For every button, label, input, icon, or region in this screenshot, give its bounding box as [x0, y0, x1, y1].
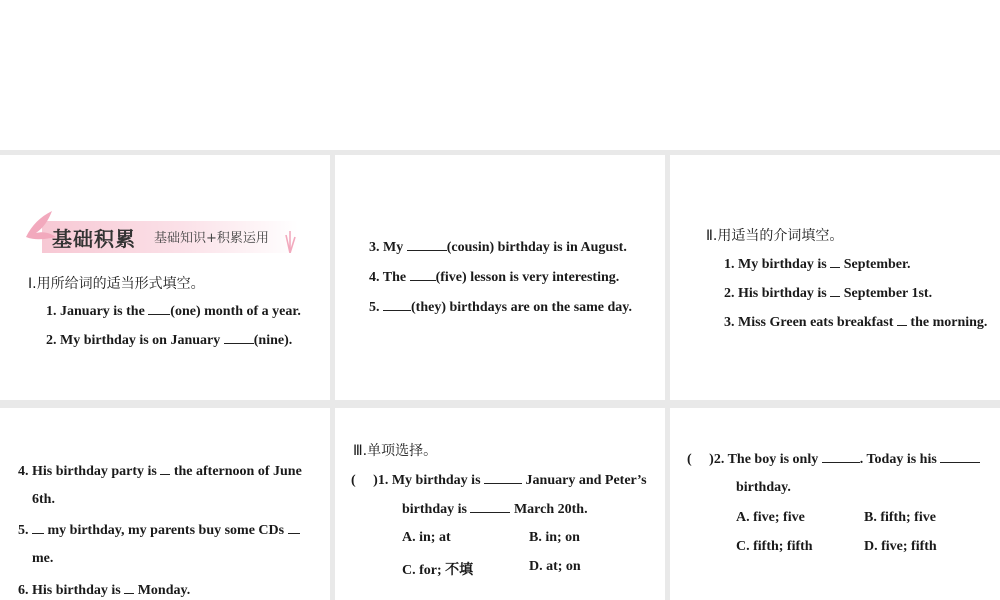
question-1-5	[369, 298, 632, 316]
option-d[interactable]: D. at; on	[529, 559, 581, 574]
panel-4	[0, 408, 330, 600]
option-b[interactable]: B. in; on	[529, 530, 580, 545]
question-text: March 20th.	[513, 502, 588, 517]
question-text: 4. His birthday party is	[18, 464, 157, 479]
option-a[interactable]: A. five; five	[736, 510, 805, 525]
hint-word: (five)	[435, 270, 467, 285]
answer-blank[interactable]	[410, 268, 436, 281]
question-text: 5.	[18, 523, 29, 538]
section-3-heading: Ⅲ.单项选择。	[353, 443, 438, 459]
answer-blank[interactable]	[407, 238, 447, 251]
question-2-3	[724, 313, 987, 331]
question-2-2	[724, 284, 932, 302]
question-2-5-cont: me.	[32, 551, 54, 566]
answer-blank[interactable]	[224, 331, 254, 344]
panel-3	[670, 155, 1000, 400]
answer-blank[interactable]	[830, 284, 840, 297]
question-number: )2.	[709, 452, 725, 467]
question-text: 3. Miss Green eats breakfast	[724, 315, 894, 330]
question-text: 4. The	[369, 270, 407, 285]
panel-2	[335, 155, 665, 400]
question-text: 2. His birthday is	[724, 286, 827, 301]
question-text: birthday is	[402, 502, 467, 517]
question-text: 3. My	[369, 240, 404, 255]
question-2-5	[18, 521, 300, 539]
question-text: 1. January is the	[46, 304, 145, 319]
answer-blank[interactable]	[148, 302, 170, 315]
option-d[interactable]: D. five; fifth	[864, 539, 937, 554]
banner-title: 基础积累	[52, 227, 136, 251]
banner-subtitle: 基础知识+积累运用	[154, 231, 269, 246]
question-text: January and Peter’s	[525, 473, 647, 488]
answer-paren[interactable]: (	[351, 473, 356, 488]
question-text: the morning.	[910, 315, 988, 330]
hint-word: (one)	[170, 304, 201, 319]
question-text: Monday.	[137, 583, 191, 598]
question-text: . Today is his	[859, 452, 937, 467]
answer-blank[interactable]	[288, 521, 300, 534]
question-text: birthday is in August.	[497, 240, 627, 255]
answer-blank[interactable]	[940, 450, 980, 463]
panel-1	[0, 155, 330, 400]
answer-blank[interactable]	[484, 471, 522, 484]
answer-blank[interactable]	[897, 313, 907, 326]
option-c[interactable]: C. fifth; fifth	[736, 539, 813, 554]
question-text: My birthday is	[391, 473, 481, 488]
question-number: )1.	[373, 473, 389, 488]
question-text: lesson is very interesting.	[470, 270, 620, 285]
question-text: 6. His birthday is	[18, 583, 121, 598]
question-text: 1. My birthday is	[724, 257, 827, 272]
answer-blank[interactable]	[822, 450, 860, 463]
option-b[interactable]: B. fifth; five	[864, 510, 936, 525]
answer-blank[interactable]	[160, 462, 170, 475]
section-2-heading: Ⅱ.用适当的介词填空。	[706, 228, 844, 244]
question-1-1	[46, 302, 301, 320]
question-1-3	[369, 238, 627, 256]
answer-blank[interactable]	[470, 500, 510, 513]
hint-word: (nine).	[253, 333, 293, 348]
question-3-2-cont: birthday.	[736, 480, 791, 495]
question-text: September 1st.	[843, 286, 933, 301]
section-banner	[22, 207, 298, 259]
question-2-1	[724, 255, 910, 273]
question-text: my birthday, my parents buy some CDs	[47, 523, 285, 538]
answer-blank[interactable]	[32, 521, 44, 534]
question-text: The boy is only	[727, 452, 819, 467]
question-text: 2. My birthday is on January	[46, 333, 221, 348]
section-1-heading: Ⅰ.用所给词的适当形式填空。	[28, 276, 205, 292]
question-text: birthdays are on the same day.	[449, 300, 633, 315]
question-1-2	[46, 331, 292, 349]
option-a[interactable]: A. in; at	[402, 530, 451, 545]
question-text: month of a year.	[204, 304, 301, 319]
answer-paren[interactable]: (	[687, 452, 692, 467]
top-blank-area	[0, 0, 1000, 150]
question-3-1-cont	[402, 500, 588, 518]
option-c[interactable]: C. for; 不填	[402, 563, 474, 578]
question-text: 5.	[369, 300, 380, 315]
question-1-4	[369, 268, 619, 286]
question-3-1	[351, 471, 647, 489]
answer-blank[interactable]	[830, 255, 840, 268]
hint-word: (they)	[411, 300, 446, 315]
question-text: September.	[843, 257, 911, 272]
question-3-2	[687, 450, 980, 468]
panel-5	[335, 408, 665, 600]
panel-6	[670, 408, 1000, 600]
grass-icon	[280, 229, 300, 253]
question-2-4-cont: 6th.	[32, 492, 55, 507]
answer-blank[interactable]	[383, 298, 411, 311]
hint-word: (cousin)	[446, 240, 495, 255]
answer-blank[interactable]	[124, 581, 134, 594]
question-2-6	[18, 581, 190, 599]
question-2-4	[18, 462, 302, 480]
question-text: the afternoon of June	[173, 464, 302, 479]
